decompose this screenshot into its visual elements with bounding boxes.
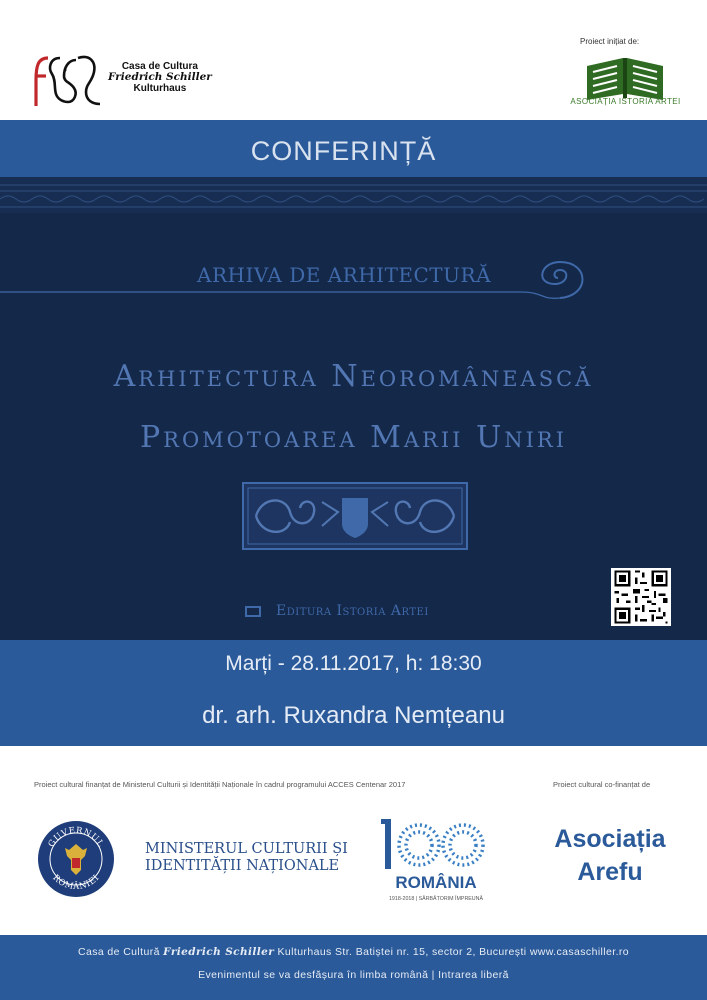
government-seal-icon	[37, 820, 115, 898]
footer-address	[0, 946, 707, 958]
footer-gothic-name: Friedrich Schiller	[163, 946, 275, 958]
series-title: ARHIVA DE ARHITECTURĂ	[197, 263, 492, 287]
speaker-name: dr. arh. Ruxandra Nemțeanu	[202, 702, 505, 729]
publisher-name: Editura Istoria Artei	[276, 603, 429, 619]
footer-note: Evenimentul se va desfășura în limba română | Intrarea liberă	[198, 969, 509, 981]
footer-band	[0, 935, 707, 1000]
ministry-line1: MINISTERUL CULTURII ȘI	[145, 841, 348, 857]
qr-code-icon[interactable]	[611, 568, 671, 626]
carved-relief-panel-icon	[242, 482, 468, 550]
book-outline-icon	[245, 606, 261, 617]
ministry-name	[145, 841, 348, 875]
initiated-by-label: Proiect inițiat de:	[580, 37, 640, 46]
organizer-name	[108, 61, 212, 94]
romania-centenary-logo-icon	[381, 815, 491, 903]
organizer-line3: Kulturhaus	[133, 83, 187, 94]
ministry-line2: IDENTITĂȚII NAȚIONALE	[145, 858, 340, 874]
centenary-word: ROMÂNIA	[395, 873, 477, 892]
organizer-line2: Friedrich Schiller	[108, 71, 212, 83]
svg-text:ROMÂNIEI: ROMÂNIEI	[50, 872, 102, 893]
funded-by-text: Proiect cultural finanțat de Ministerul Culturii și Identității Naționale în cadrul programului ACCES Centenar 2017	[34, 780, 406, 789]
svg-text:GUVERNUL: GUVERNUL	[46, 825, 106, 850]
cofunder-line2: Arefu	[577, 858, 643, 886]
organizer-line1: Casa de Cultura	[121, 61, 198, 72]
footer-suffix: Kulturhaus Str. Batiștei nr. 15, sector 2, București www.casaschiller.ro	[274, 946, 630, 958]
conference-title-line1: Arhitectura Neoromânească	[113, 359, 594, 394]
centenary-subtitle: 1918-2018 | SĂRBĂTORIM ÎMPREUNĂ	[388, 896, 484, 902]
footer-prefix: Casa de Cultură	[77, 946, 164, 958]
cofunder-line1: Asociația	[554, 825, 666, 853]
cofunded-by-text: Proiect cultural co-finanțat de	[553, 780, 651, 789]
ornament-border-icon	[0, 177, 707, 213]
event-date-time: Marți - 28.11.2017, h: 18:30	[225, 652, 482, 675]
event-type-title: CONFERINȚĂ	[250, 136, 437, 166]
initiator-name: ASOCIAȚIA ISTORIA ARTEI	[570, 97, 681, 106]
conference-title-line2: Promotoarea Marii Uniri	[139, 420, 568, 455]
fcs-profile-logo-icon	[34, 52, 114, 108]
cofunder-name	[545, 823, 675, 889]
